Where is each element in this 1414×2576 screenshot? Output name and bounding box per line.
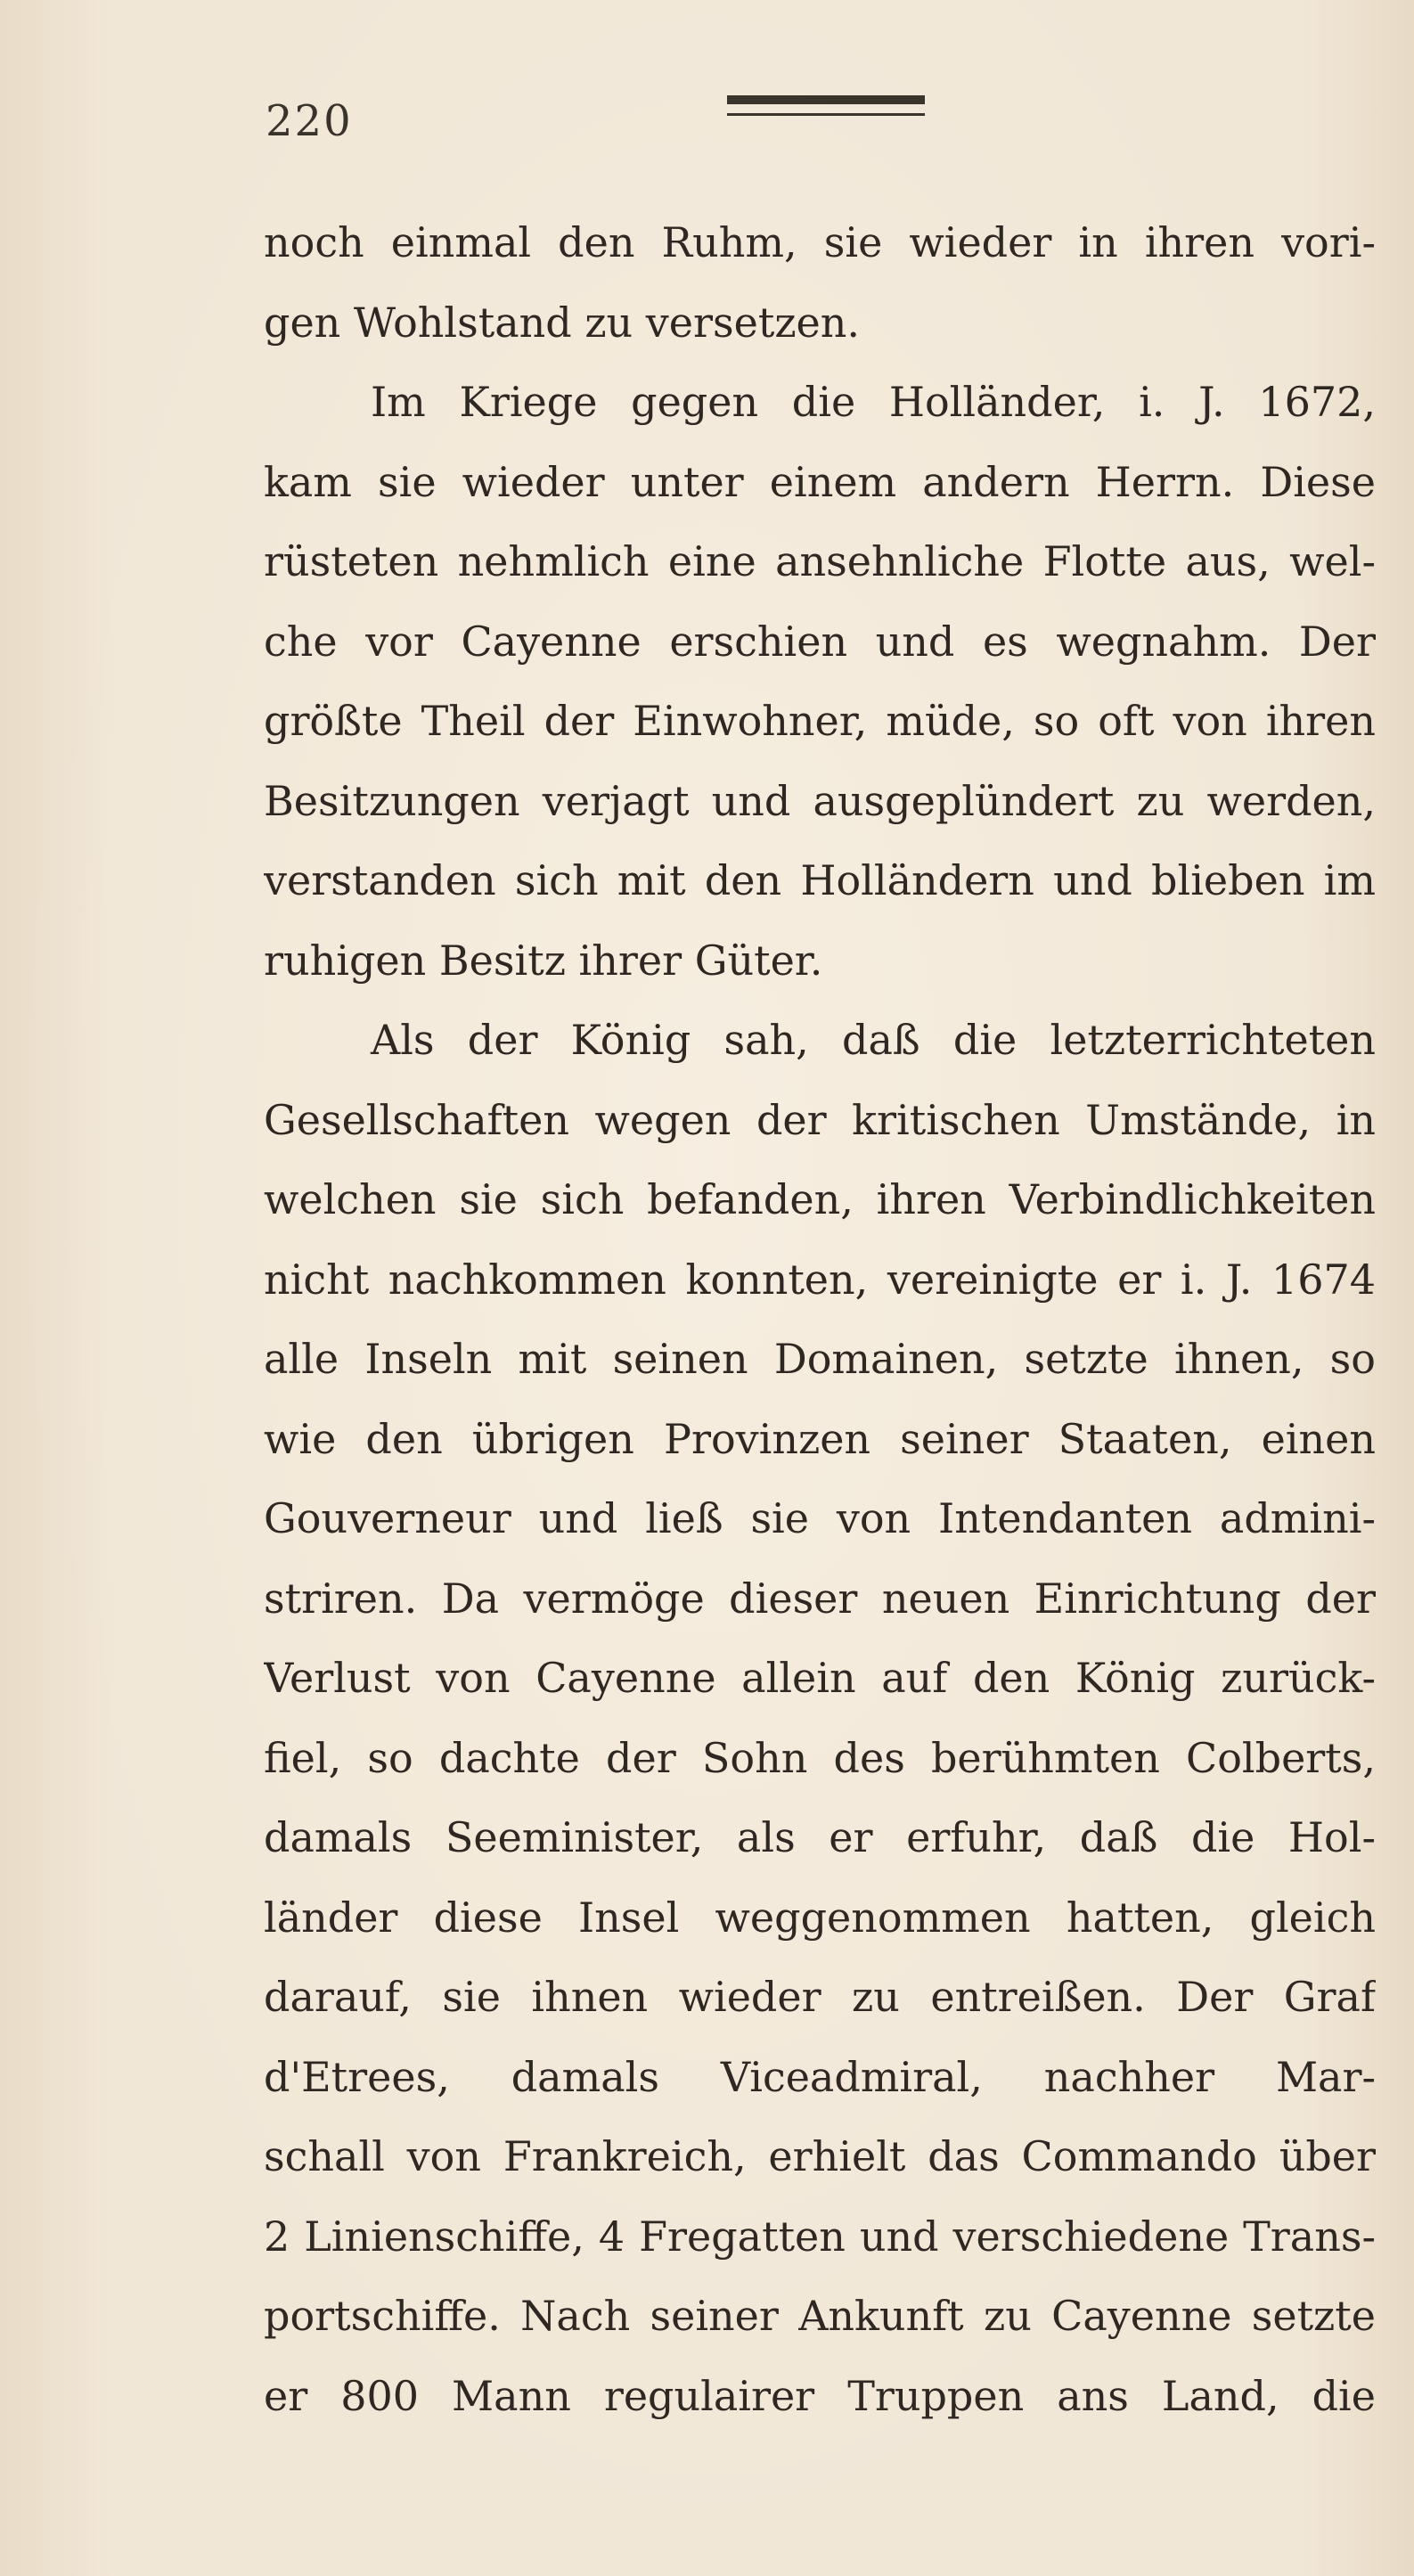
text-line: größte Theil der Einwohner, müde, so oft von ihren	[264, 697, 1376, 745]
text-line: ruhigen Besitz ihrer Güter.	[264, 936, 823, 985]
text-line: Gesellschaften wegen der kritischen Umstände, in	[264, 1095, 1376, 1144]
text-line: wie den übrigen Provinzen seiner Staaten, einen	[264, 1414, 1376, 1463]
body-text	[264, 203, 1376, 2436]
text-line: 2 Linienschiffe, 4 Fregatten und verschiedene Trans-	[264, 2212, 1376, 2261]
text-line: Gouverneur und ließ sie von Intendanten admini-	[264, 1494, 1376, 1542]
header-rule-thick	[727, 95, 925, 104]
text-line: portschiffe. Nach seiner Ankunft zu Cayenne setzte	[264, 2292, 1376, 2340]
text-line: er 800 Mann regulairer Truppen ans Land, die	[264, 2371, 1376, 2420]
text-line: striren. Da vermöge dieser neuen Einrichtung der	[264, 1574, 1376, 1623]
text-line: kam sie wieder unter einem andern Herrn. Diese	[264, 457, 1376, 506]
text-line: gen Wohlstand zu versetzen.	[264, 298, 861, 347]
text-line: Besitzungen verjagt und ausgeplündert zu werden,	[264, 776, 1376, 825]
text-line: alle Inseln mit seinen Domainen, setzte ihnen, so	[264, 1335, 1376, 1383]
text-line: Als der König sah, daß die letzterrichteten	[371, 1016, 1376, 1064]
text-line: welchen sie sich befanden, ihren Verbindlichkeiten	[264, 1175, 1376, 1223]
text-line: darauf, sie ihnen wieder zu entreißen. Der Graf	[264, 1973, 1376, 2021]
text-line: che vor Cayenne erschien und es wegnahm. Der	[264, 617, 1376, 666]
text-line: schall von Frankreich, erhielt das Commando über	[264, 2132, 1376, 2180]
text-line: Im Kriege gegen die Holländer, i. J. 1672,	[371, 378, 1376, 426]
text-line: rüsteten nehmlich eine ansehnliche Flotte aus, wel-	[264, 537, 1376, 585]
text-line: Verlust von Cayenne allein auf den König zurück-	[264, 1654, 1376, 1702]
text-line: nicht nachkommen konnten, vereinigte er i. J. 1674	[264, 1255, 1376, 1304]
header-rule-thin	[727, 113, 925, 116]
text-line: fiel, so dachte der Sohn des berühmten Colberts,	[264, 1733, 1376, 1782]
text-line: länder diese Insel weggenommen hatten, gleich	[264, 1893, 1376, 1942]
text-line: damals Seeminister, als er erfuhr, daß die Hol-	[264, 1813, 1376, 1861]
text-line: d'Etrees, damals Viceadmiral, nachher Mar-	[264, 2052, 1376, 2101]
text-line: verstanden sich mit den Holländern und blieben im	[264, 856, 1376, 904]
text-line: noch einmal den Ruhm, sie wieder in ihren vori-	[264, 218, 1376, 266]
page-number: 220	[266, 96, 353, 146]
